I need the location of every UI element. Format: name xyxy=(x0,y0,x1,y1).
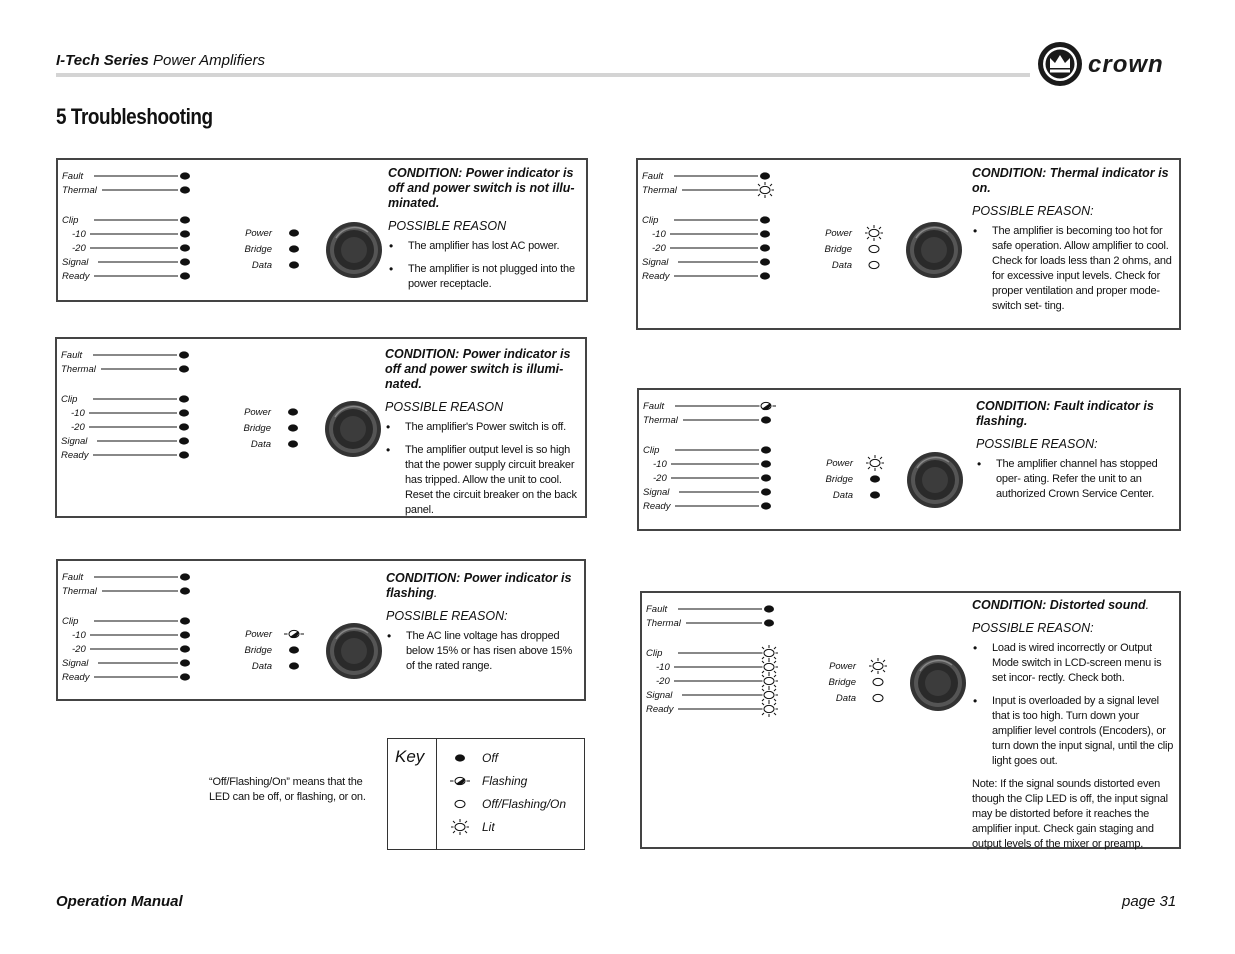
label-signal: Signal xyxy=(62,658,89,669)
clip-led-off xyxy=(180,216,190,223)
m20-led-off xyxy=(180,645,190,652)
reason-item: • The AC line voltage has dropped below 15% or has risen above 15% of the rated range. xyxy=(386,629,582,674)
condition-panel-fault-flashing xyxy=(637,388,1181,531)
footer-page-number: page 31 xyxy=(1122,893,1177,910)
ready-led-lit xyxy=(760,701,778,717)
condition-text xyxy=(972,598,1178,852)
data-led-off xyxy=(288,440,298,447)
m20-led-off xyxy=(179,423,189,430)
led-diagram xyxy=(58,561,388,701)
data-led-off xyxy=(289,662,299,669)
reason-list xyxy=(385,420,585,518)
reason-item: • The amplifier channel has stopped oper- ating. Refer the unit to an authorized Crown Service Center. xyxy=(976,457,1176,502)
label-thermal: Thermal xyxy=(62,185,97,196)
fault-led-off xyxy=(179,351,189,358)
label-fault: Fault xyxy=(62,572,84,583)
led-key xyxy=(387,738,585,850)
label-fault: Fault xyxy=(646,604,668,615)
label-m10: -10 xyxy=(71,408,85,419)
possible-reason-label: POSSIBLE REASON: xyxy=(386,609,508,623)
condition-text xyxy=(388,166,584,300)
reason-list xyxy=(972,224,1174,314)
label-data: Data xyxy=(251,260,272,271)
label-fault: Fault xyxy=(643,401,665,412)
label-ready: Ready xyxy=(62,271,90,282)
reason-item: • Load is wired incorrectly or Output Mode switch in LCD-screen menu is set incor- rectly. Check both. xyxy=(972,641,1178,686)
key-symbols xyxy=(442,739,482,849)
condition-panel-power-off-switch-on xyxy=(55,337,587,518)
possible-reason-label: POSSIBLE REASON xyxy=(388,219,507,233)
label-m20: -20 xyxy=(652,243,666,254)
distortion-note: Note: If the signal sounds distorted even though the Clip LED is off, the input signal may be distorted before it reaches the amplifier input. Check gain staging and output levels of the mixer or preamp. xyxy=(972,778,1168,850)
label-data: Data xyxy=(251,661,272,672)
led-diagram xyxy=(57,339,387,479)
power-led-off xyxy=(289,229,299,236)
key-title: Key xyxy=(395,747,425,766)
label-m10: -10 xyxy=(652,229,666,240)
signal-led-off xyxy=(180,659,190,666)
condition-heading: CONDITION: Power indicator is off and power switch is illumi- nated. xyxy=(385,347,571,391)
condition-heading: CONDITION: Power indicator is flashing. xyxy=(386,571,572,600)
label-ready: Ready xyxy=(643,501,671,512)
label-signal: Signal xyxy=(646,690,673,701)
label-thermal: Thermal xyxy=(643,415,678,426)
encoder-knob-icon xyxy=(906,222,962,278)
label-fault: Fault xyxy=(61,350,83,361)
bridge-led-off xyxy=(288,424,298,431)
key-label-flashing: Flashing xyxy=(482,774,528,788)
thermal-led-off xyxy=(761,416,771,423)
label-power: Power xyxy=(244,407,271,418)
clip-led-off xyxy=(179,395,189,402)
possible-reason-label: POSSIBLE REASON: xyxy=(972,621,1094,635)
condition-panel-thermal-on xyxy=(636,158,1181,330)
possible-reason-label: POSSIBLE REASON: xyxy=(972,204,1094,218)
ready-led-off xyxy=(179,451,189,458)
m10-led-off xyxy=(180,230,190,237)
m10-led-off xyxy=(179,409,189,416)
label-fault: Fault xyxy=(62,171,84,182)
led-diagram xyxy=(638,160,968,300)
label-bridge: Bridge xyxy=(243,423,271,434)
key-divider xyxy=(436,739,437,849)
label-thermal: Thermal xyxy=(62,586,97,597)
label-bridge: Bridge xyxy=(244,645,272,656)
condition-panel-distorted-sound xyxy=(640,591,1181,849)
label-data: Data xyxy=(250,439,271,450)
key-any-led-any xyxy=(455,800,465,807)
power-led-lit xyxy=(865,225,883,241)
label-m10: -10 xyxy=(653,459,667,470)
power-led-lit xyxy=(866,455,884,471)
label-thermal: Thermal xyxy=(642,185,677,196)
label-m20: -20 xyxy=(72,644,86,655)
data-led-any xyxy=(873,694,883,701)
label-ready: Ready xyxy=(61,450,89,461)
bridge-led-any xyxy=(869,245,879,252)
condition-text xyxy=(386,571,582,682)
label-power: Power xyxy=(245,629,272,640)
label-clip: Clip xyxy=(642,215,659,226)
m20-led-off xyxy=(760,244,770,251)
label-power: Power xyxy=(825,228,852,239)
header-title xyxy=(56,52,265,69)
condition-text xyxy=(972,166,1174,322)
label-clip: Clip xyxy=(643,445,660,456)
label-clip: Clip xyxy=(62,616,79,627)
signal-led-off xyxy=(761,488,771,495)
reason-list xyxy=(386,629,582,674)
condition-heading: CONDITION: Power indicator is off and power switch is not illu- minated. xyxy=(388,166,575,210)
ready-led-off xyxy=(180,272,190,279)
condition-heading: CONDITION: Fault indicator is flashing. xyxy=(976,399,1154,428)
ready-led-off xyxy=(180,673,190,680)
power-led-off xyxy=(288,408,298,415)
m10-led-off xyxy=(760,230,770,237)
fault-led-off xyxy=(764,605,774,612)
m10-led-off xyxy=(180,631,190,638)
label-bridge: Bridge xyxy=(824,244,852,255)
fault-led-flashing xyxy=(756,402,776,411)
led-diagram xyxy=(58,160,388,300)
label-thermal: Thermal xyxy=(61,364,96,375)
label-ready: Ready xyxy=(646,704,674,715)
encoder-knob-icon xyxy=(326,222,382,278)
label-power: Power xyxy=(245,228,272,239)
thermal-led-off xyxy=(179,365,189,372)
footer-manual-title: Operation Manual xyxy=(56,893,183,910)
label-data: Data xyxy=(831,260,852,271)
encoder-knob-icon xyxy=(325,401,381,457)
label-m10: -10 xyxy=(656,662,670,673)
label-m20: -20 xyxy=(653,473,667,484)
power-led-flashing xyxy=(284,630,304,639)
thermal-led-off xyxy=(764,619,774,626)
encoder-knob-icon xyxy=(907,452,963,508)
label-bridge: Bridge xyxy=(828,677,856,688)
m20-led-off xyxy=(180,244,190,251)
crown-logo xyxy=(1036,38,1186,90)
label-signal: Signal xyxy=(62,257,89,268)
page-title: 5 Troubleshooting xyxy=(56,104,213,129)
key-label-off: Off xyxy=(482,751,499,765)
thermal-led-off xyxy=(180,186,190,193)
signal-led-off xyxy=(180,258,190,265)
data-led-any xyxy=(869,261,879,268)
label-thermal: Thermal xyxy=(646,618,681,629)
m10-led-off xyxy=(761,460,771,467)
signal-led-off xyxy=(760,258,770,265)
bridge-led-off xyxy=(289,245,299,252)
thermal-led-lit xyxy=(756,182,774,198)
label-signal: Signal xyxy=(643,487,670,498)
key-label-lit: Lit xyxy=(482,820,495,834)
series-name: I-Tech Series xyxy=(56,52,149,69)
label-data: Data xyxy=(832,490,853,501)
fault-led-off xyxy=(180,172,190,179)
key-flashing-led-flashing xyxy=(450,777,470,786)
possible-reason-label: POSSIBLE REASON: xyxy=(976,437,1098,451)
reason-list xyxy=(972,641,1178,769)
encoder-knob-icon xyxy=(326,623,382,679)
label-power: Power xyxy=(829,661,856,672)
key-off-led-off xyxy=(455,754,465,761)
label-m20: -20 xyxy=(72,243,86,254)
condition-heading: CONDITION: Distorted sound. xyxy=(972,598,1150,612)
thermal-led-off xyxy=(180,587,190,594)
reason-item: • The amplifier's Power switch is off. xyxy=(385,420,585,435)
label-power: Power xyxy=(826,458,853,469)
reason-item: • The amplifier is not plugged into the power receptacle. xyxy=(388,262,584,292)
led-diagram xyxy=(639,390,969,530)
led-diagram xyxy=(642,593,972,733)
condition-text xyxy=(976,399,1176,510)
clip-led-off xyxy=(761,446,771,453)
bridge-led-any xyxy=(873,678,883,685)
brand-wordmark: crown xyxy=(1088,51,1164,78)
key-lit-led-lit xyxy=(451,819,469,835)
clip-led-off xyxy=(760,216,770,223)
condition-heading: CONDITION: Thermal indicator is on. xyxy=(972,166,1169,195)
label-clip: Clip xyxy=(61,394,78,405)
label-m20: -20 xyxy=(71,422,85,433)
label-clip: Clip xyxy=(646,648,663,659)
label-ready: Ready xyxy=(62,672,90,683)
label-fault: Fault xyxy=(642,171,664,182)
power-led-lit xyxy=(869,658,887,674)
m20-led-lit xyxy=(760,673,778,689)
condition-text xyxy=(385,347,585,526)
reason-item: • The amplifier has lost AC power. xyxy=(388,239,584,254)
clip-led-lit xyxy=(760,645,778,661)
fault-led-off xyxy=(760,172,770,179)
reason-item: • The amplifier is becoming too hot for safe operation. Allow amplifier to cool. Check for loads less than 2 ohms, and for excessive input levels. Check for proper ventilation and proper mode-switch set- ting. xyxy=(972,224,1174,314)
label-bridge: Bridge xyxy=(244,244,272,255)
bridge-led-off xyxy=(870,475,880,482)
label-m20: -20 xyxy=(656,676,670,687)
reason-item: • Input is overloaded by a signal level that is too high. Turn down your amplifier level controls (Encoders), or turn down the input signal, until the clip light goes out. xyxy=(972,694,1178,769)
reason-list xyxy=(976,457,1176,502)
clip-led-off xyxy=(180,617,190,624)
bridge-led-off xyxy=(289,646,299,653)
label-m10: -10 xyxy=(72,630,86,641)
data-led-off xyxy=(289,261,299,268)
key-label-any: Off/Flashing/On xyxy=(482,797,567,811)
m20-led-off xyxy=(761,474,771,481)
crown-emblem-icon xyxy=(1036,38,1186,90)
label-bridge: Bridge xyxy=(825,474,853,485)
signal-led-lit xyxy=(760,687,778,703)
label-signal: Signal xyxy=(642,257,669,268)
label-data: Data xyxy=(835,693,856,704)
possible-reason-label: POSSIBLE REASON xyxy=(385,400,504,414)
data-led-off xyxy=(870,491,880,498)
label-clip: Clip xyxy=(62,215,79,226)
condition-panel-power-flashing xyxy=(56,559,586,701)
ready-led-off xyxy=(761,502,771,509)
series-subtitle: Power Amplifiers xyxy=(153,52,265,69)
label-m10: -10 xyxy=(72,229,86,240)
ready-led-off xyxy=(760,272,770,279)
condition-panel-power-off-switch-off xyxy=(56,158,588,302)
label-ready: Ready xyxy=(642,271,670,282)
reason-list xyxy=(388,239,584,292)
label-signal: Signal xyxy=(61,436,88,447)
fault-led-off xyxy=(180,573,190,580)
reason-item: • The amplifier output level is so high that the power supply circuit breaker has tripped. Allow the unit to cool. Reset the circuit breaker on the back panel. xyxy=(385,443,585,518)
m10-led-lit xyxy=(760,659,778,675)
encoder-knob-icon xyxy=(910,655,966,711)
header-rule xyxy=(56,73,1030,77)
signal-led-off xyxy=(179,437,189,444)
key-note: “Off/Flashing/On” means that the LED can be off, or flashing, or on. xyxy=(209,776,366,803)
